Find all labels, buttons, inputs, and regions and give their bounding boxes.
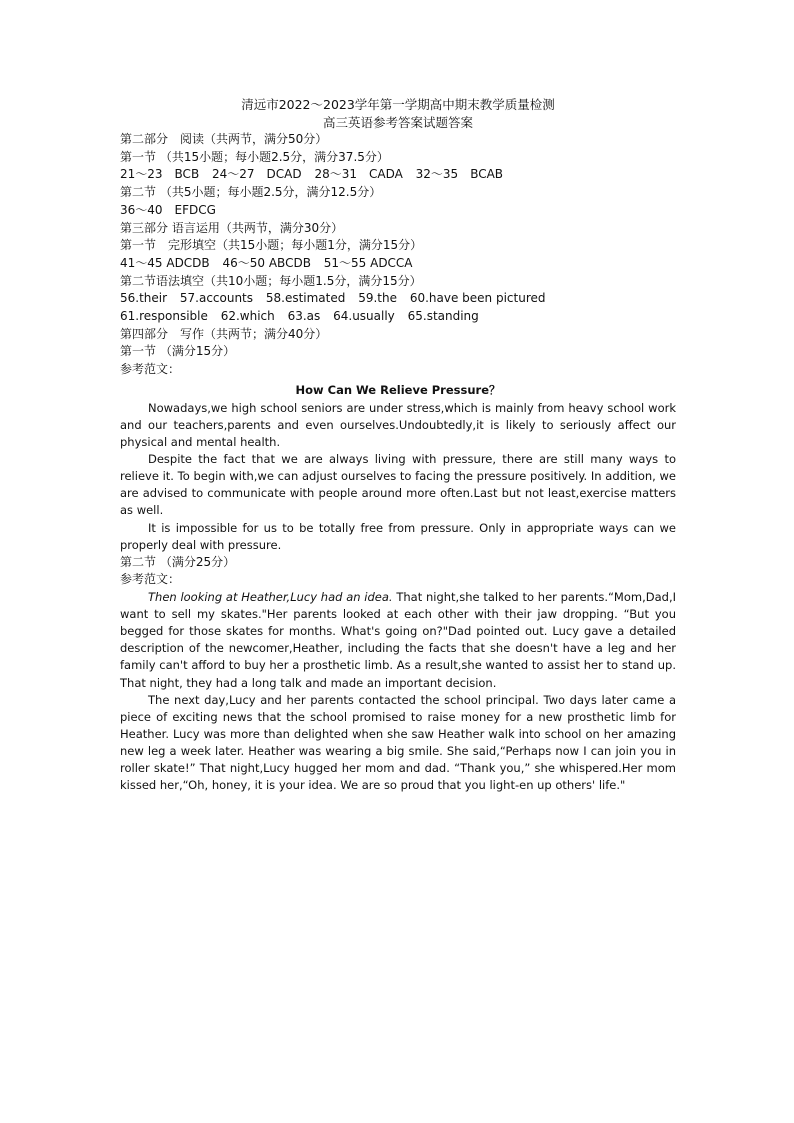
answer-group: 36～40 EFDCG	[120, 202, 216, 217]
answer-group: 51～55 ADCCA	[323, 255, 413, 270]
answer-item: 64.usually	[333, 309, 395, 324]
story-paragraph-1-rest: That night,she talked to her parents.“Mom,Dad,I want to sell my skates."Her parents looked at each other with their jaw dropping. “But you begged for those skates for months. What's going on?"Dad pointed out. Lucy gave a detailed description of the newcomer,Heather, including the facts that she doesn't have a leg and her family can't afford to buy her a prosthetic limb. As a result,she wanted to assist her to stand up. That night, they had a long talk and made an important decision.	[120, 590, 676, 690]
part4-sec1-heading: 第一节 （满分15分）	[120, 344, 236, 359]
essay-paragraph: It is impossible for us to be totally free from pressure. Only in appropriate ways can we properly deal with pressure.	[120, 520, 676, 552]
part2-sec1-answers	[120, 166, 676, 184]
answer-key-page	[120, 96, 676, 794]
story-paragraph-2: The next day,Lucy and her parents contacted the school principal. Two days later came a piece of exciting news that the school promised to raise money for a new prosthetic limb for Heather. Lucy was more than delighted when she saw Heather walk into school on her amazing new leg a week later. Heather was wearing a big smile. She said,“Perhaps now I can join you in roller skate!” That night,Lucy hugged her mom and dad. “Thank you,” she whispered.Her mom kissed her,“Oh, honey, it is your idea. We are so proud that you light-en up others' life."	[120, 692, 676, 793]
part4-sec2-heading: 第二节 （满分25分）	[120, 554, 236, 569]
doc-subtitle: 高三英语参考答案试题答案	[322, 114, 473, 130]
answer-item: 65.standing	[407, 309, 479, 324]
sample-essay-label: 参考范文：	[120, 362, 181, 377]
part2-sec1-heading: 第一节 （共15小题；每小题2.5分，满分37.5分）	[120, 149, 389, 164]
story-lead-sentence: Then looking at Heather,Lucy had an idea.	[148, 590, 393, 605]
part3-sec1-answers	[120, 255, 676, 273]
answer-group: 21～23 BCB	[120, 167, 200, 182]
answer-item: 59.the	[358, 291, 397, 306]
answer-item: 60.have been pictured	[409, 291, 546, 306]
answer-group: 46～50 ABCDB	[222, 255, 311, 270]
answer-item: 61.responsible	[120, 309, 208, 324]
answer-item: 62.which	[220, 309, 275, 324]
essay-title: How Can We Relieve Pressure？	[295, 382, 501, 397]
answer-group: 28～31 CADA	[314, 167, 403, 182]
part3-sec2-answers-row2	[120, 308, 676, 326]
answer-group: 24～27 DCAD	[212, 167, 302, 182]
answer-group: 41～45 ADCDB	[120, 255, 210, 270]
answer-item: 63.as	[287, 309, 321, 324]
essay-paragraph: Despite the fact that we are always living with pressure, there are still many ways to relieve it. To begin with,we can adjust ourselves to facing the pressure positively. In addition, we are advised to communicate with people around more often.Last but not least,exercise matters as well.	[120, 452, 676, 518]
answer-item: 56.their	[120, 291, 168, 306]
sample-story-label: 参考范文：	[120, 572, 181, 587]
answer-item: 58.estimated	[265, 291, 346, 306]
story-paragraph-1	[120, 589, 676, 692]
part4-heading: 第四部分 写作（共两节；满分40分）	[120, 326, 328, 341]
part3-sec2-heading: 第二节语法填空（共10小题；每小题1.5分，满分15分）	[120, 273, 422, 288]
part3-heading: 第三部分 语言运用（共两节，满分30分）	[120, 220, 344, 235]
part2-sec2-answers	[120, 202, 676, 220]
part2-sec2-heading: 第二节 （共5小题；每小题2.5分，满分12.5分）	[120, 185, 382, 200]
essay-paragraph: Nowadays,we high school seniors are under stress,which is mainly from heavy school work and our teachers,parents and even ourselves.Undoubtedly,it is likely to seriously affect our physical and mental health.	[120, 400, 676, 450]
answer-item: 57.accounts	[179, 291, 254, 306]
doc-title: 清远市2022～2023学年第一学期高中期末教学质量检测	[241, 97, 555, 112]
part3-sec2-answers-row1	[120, 290, 676, 308]
answer-group: 32～35 BCAB	[415, 167, 504, 182]
part3-sec1-heading: 第一节 完形填空（共15小题；每小题1分，满分15分）	[120, 238, 423, 253]
part2-heading: 第二部分 阅读（共两节，满分50分）	[120, 132, 328, 146]
